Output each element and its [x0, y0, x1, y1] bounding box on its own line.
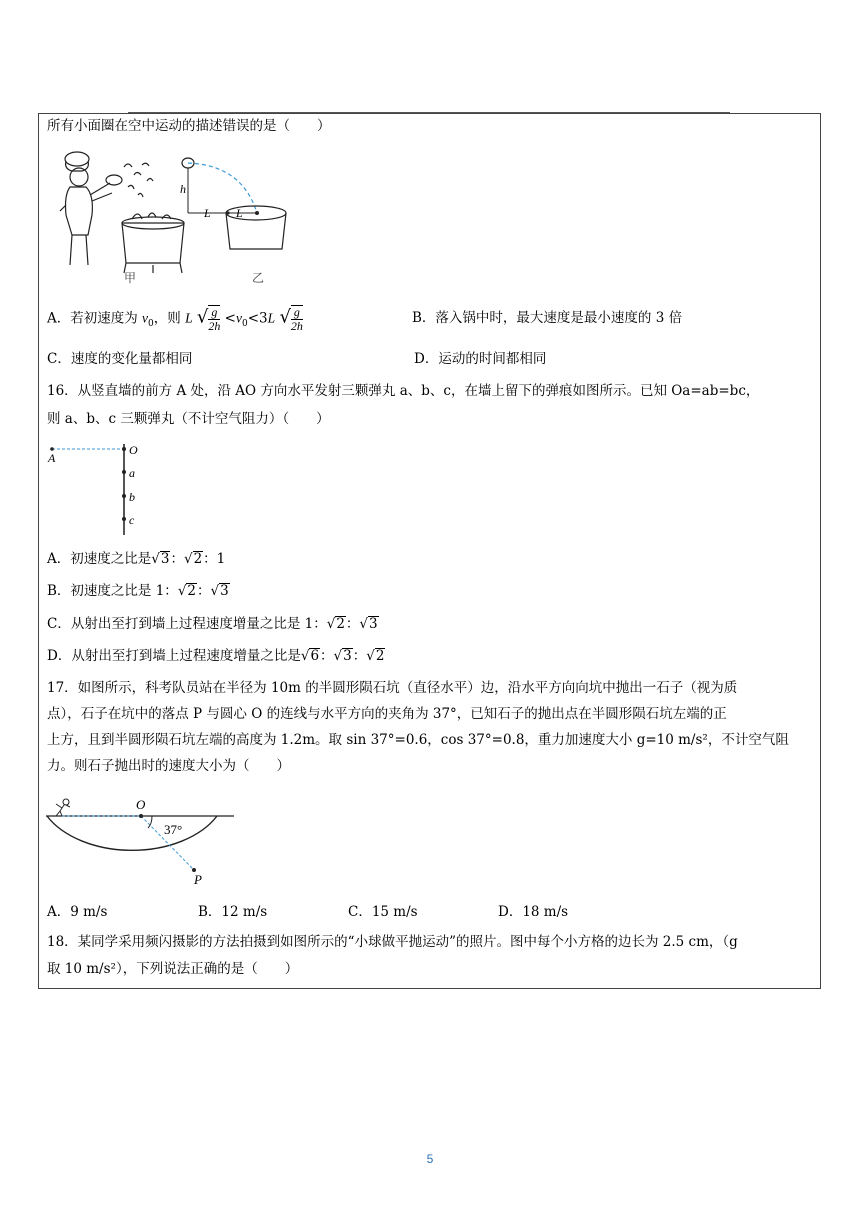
- label-O: O: [129, 443, 138, 457]
- q15-option-a: A．若初速度为 $v_0$，则 L √ $\frac{g}{2h}$ $<v_0<3L$ √ $\frac{g}{2h}$: [47, 305, 303, 333]
- q15-stem: 所有小面圈在空中运动的描述错误的是（ ）: [47, 118, 331, 134]
- q17-figure: [44, 794, 244, 886]
- chef-illustration: [60, 152, 184, 273]
- label-A: A: [48, 451, 56, 465]
- label-jia: 甲: [124, 271, 137, 285]
- q17-line3: 上方，且到半圆形陨石坑左端的高度为 1.2m。取 sin 37°=0.6，cos 37°=0.8，重力加速度大小 g=10 m/s²，不计空气阻: [47, 732, 789, 748]
- q15-figure: [52, 145, 302, 285]
- label-a: a: [129, 466, 135, 480]
- q16-option-b: B．初速度之比是 1：√2：√3: [47, 583, 229, 599]
- q15-option-b: B．落入锅中时，最大速度是最小速度的 3 倍: [412, 310, 683, 326]
- label-P: P: [194, 872, 202, 886]
- page-number: 5: [426, 1152, 434, 1166]
- q18-line1: 18．某同学采用频闪摄影的方法拍摄到如图所示的“小球做平抛运动”的照片。图中每个小方格的边长为 2.5 cm，（g: [47, 934, 738, 950]
- q17-line4: 力。则石子抛出时的速度大小为（ ）: [47, 758, 290, 774]
- q17-option-a: A．9 m/s: [47, 904, 108, 920]
- q17-option-c: C．15 m/s: [348, 904, 418, 920]
- q18-line2: 取 10 m/s²），下列说法正确的是（ ）: [47, 961, 299, 977]
- label-c: c: [129, 513, 135, 527]
- q16-option-a: A．初速度之比是√3：√2：1: [47, 551, 226, 567]
- q17-option-b: B．12 m/s: [198, 904, 268, 920]
- trajectory-diagram: [182, 158, 286, 249]
- label-angle: 37°: [164, 822, 183, 837]
- label-yi: 乙: [252, 271, 265, 285]
- q16-option-d: D．从射出至打到墙上过程速度增量之比是√6：√3：√2: [47, 648, 385, 664]
- label-L1: L: [204, 206, 211, 220]
- q16-figure: [44, 440, 164, 540]
- q17-line1: 17．如图所示，科考队员站在半径为 10m 的半圆形陨石坑（直径水平）边，沿水平方向向坑中抛出一石子（视为质: [47, 680, 738, 696]
- label-L2: L: [236, 206, 243, 220]
- q16-option-c: C．从射出至打到墙上过程速度增量之比是 1：√2：√3: [47, 616, 378, 632]
- q17-option-d: D．18 m/s: [498, 904, 569, 920]
- q15-option-c: C．速度的变化量都相同: [47, 351, 193, 367]
- person-icon: [56, 799, 70, 816]
- label-O: O: [136, 797, 146, 812]
- label-b: b: [129, 490, 135, 504]
- q15-option-d: D．运动的时间都相同: [414, 351, 547, 367]
- q16-stem-line2: 则 a、b、c 三颗弹丸（不计空气阻力）（ ）: [47, 411, 330, 427]
- label-h: h: [180, 182, 186, 196]
- q17-line2: 点），石子在坑中的落点 P 与圆心 O 的连线与水平方向的夹角为 37°，已知石子的抛出点在半圆形陨石坑左端的正: [47, 706, 727, 722]
- q16-stem-line1: 16．从竖直墙的前方 A 处，沿 AO 方向水平发射三颗弹丸 a、b、c，在墙上留下的弹痕如图所示。已知 Oa=ab=bc，: [47, 383, 760, 399]
